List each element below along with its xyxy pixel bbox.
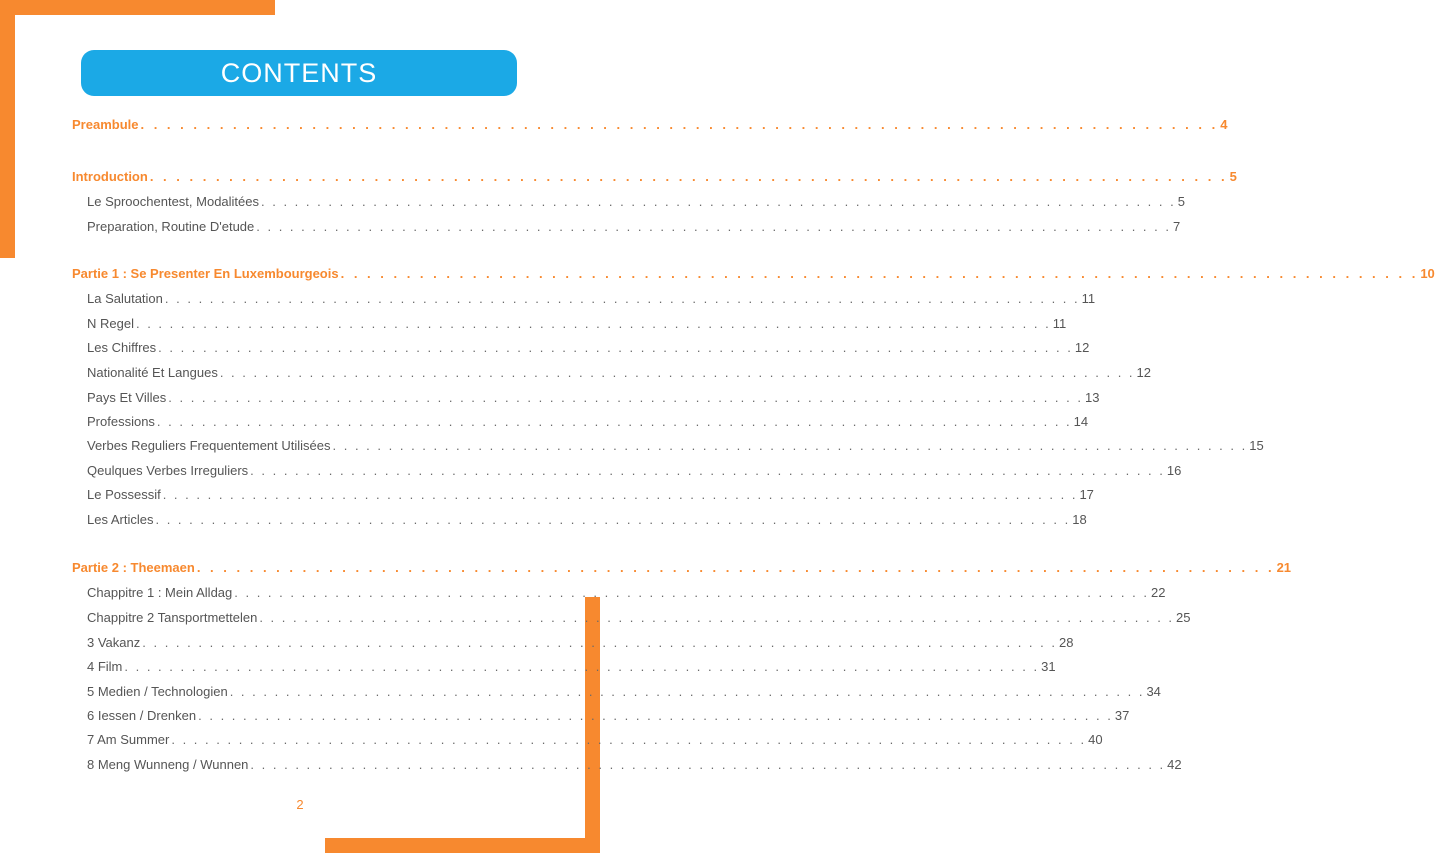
toc-page-number: 34 [1146,684,1161,699]
toc-leader-dots: . . . . . . . . . . . . . . . . . . . . . . . . . . . . . . . . . . . . . . . . . . . . . . . . . . . . . . . . . . . . . . . . . . . . . . . . . . . . . . . . . . [332,438,1248,453]
toc-leader-dots: . . . . . . . . . . . . . . . . . . . . . . . . . . . . . . . . . . . . . . . . . . . . . . . . . . . . . . . . . . . . . . . . . . . . . . . . . . . . . . . . . . [256,219,1171,234]
toc-leader-dots: . . . . . . . . . . . . . . . . . . . . . . . . . . . . . . . . . . . . . . . . . . . . . . . . . . . . . . . . . . . . . . . . . . . . . . . . . . . . . . . . . . [135,316,1051,331]
toc-section-row[interactable] [72,560,1292,580]
toc-entry-row[interactable] [72,659,1056,679]
toc-entry-row[interactable] [72,438,1264,458]
toc-label: Professions [87,414,155,429]
toc-label: Chappitre 2 Tansportmettelen [87,610,258,625]
toc-entry-row[interactable] [72,291,1096,311]
toc-entry-row[interactable] [72,194,1185,214]
toc-section-row[interactable] [72,266,1435,286]
toc-label: Partie 2 : Theemaen [72,560,195,575]
toc-page-number: 42 [1167,757,1182,772]
toc-label: Preambule [72,117,139,132]
toc-page-number: 5 [1229,169,1237,184]
toc-label: Nationalité Et Langues [87,365,218,380]
toc-page-number: 14 [1073,414,1089,429]
page-number: 2 [296,797,304,812]
toc-entry-row[interactable] [72,365,1152,385]
page-title: CONTENTS [220,57,378,88]
toc-label: Introduction [72,169,148,184]
toc-entry-row[interactable] [72,487,1094,507]
toc-page-number: 28 [1058,635,1074,650]
toc-page-number: 25 [1176,610,1191,625]
toc-leader-dots: . . . . . . . . . . . . . . . . . . . . . . . . . . . . . . . . . . . . . . . . . . . . . . . . . . . . . . . . . . . . . . . . . . . . . . . . . . . . . . . . . . [124,659,1040,674]
toc-label: Les Articles [87,512,154,527]
toc-page-number: 18 [1072,512,1087,527]
toc-leader-dots: . . . . . . . . . . . . . . . . . . . . . . . . . . . . . . . . . . . . . . . . . . . . . . . . . . . . . . . . . . . . . . . . . . . . . . . . . . . . . . . . . . [149,169,1228,184]
toc-label: 8 Meng Wunneng / Wunnen [87,757,249,772]
toc-page-number: 5 [1177,194,1185,209]
toc-label: N Regel [87,316,134,331]
toc-leader-dots: . . . . . . . . . . . . . . . . . . . . . . . . . . . . . . . . . . . . . . . . . . . . . . . . . . . . . . . . . . . . . . . . . . . . . . . . . . . . . . . . . . [198,708,1113,723]
toc-page-number: 12 [1136,365,1152,380]
corner-bar-bottom-right-horizontal [325,838,600,853]
toc-entry-row[interactable] [72,585,1166,605]
toc-leader-dots: . . . . . . . . . . . . . . . . . . . . . . . . . . . . . . . . . . . . . . . . . . . . . . . . . . . . . . . . . . . . . . . . . . . . . . . . . . . . . . . . . . [340,266,1419,281]
toc-label: La Salutation [87,291,163,306]
toc-page-number: 11 [1052,316,1067,331]
toc-page-number: 21 [1276,560,1292,575]
corner-bar-top-left-vertical [0,0,15,258]
toc-page-number: 13 [1084,390,1100,405]
toc-section-row[interactable] [72,117,1228,137]
toc-entry-row[interactable] [72,219,1181,239]
toc-page-number: 16 [1166,463,1182,478]
toc-label: 6 Iessen / Drenken [87,708,197,723]
toc-label: Le Sproochentest, Modalitées [87,194,259,209]
toc-section-row[interactable] [72,169,1237,189]
toc-entry-row[interactable] [72,684,1161,704]
toc-leader-dots: . . . . . . . . . . . . . . . . . . . . . . . . . . . . . . . . . . . . . . . . . . . . . . . . . . . . . . . . . . . . . . . . . . . . . . . . . . . . . . . . . . [250,757,1166,772]
toc-label: 4 Film [87,659,123,674]
toc-entry-row[interactable] [72,732,1103,752]
toc-leader-dots: . . . . . . . . . . . . . . . . . . . . . . . . . . . . . . . . . . . . . . . . . . . . . . . . . . . . . . . . . . . . . . . . . . . . . . . . . . . . . . . . . . [158,340,1073,355]
toc-label: Pays Et Villes [87,390,167,405]
toc-leader-dots: . . . . . . . . . . . . . . . . . . . . . . . . . . . . . . . . . . . . . . . . . . . . . . . . . . . . . . . . . . . . . . . . . . . . . . . . . . . . . . . . . . [168,390,1083,405]
toc-page-number: 17 [1079,487,1094,502]
toc-entry-row[interactable] [72,757,1182,777]
toc-label: Qeulques Verbes Irreguliers [87,463,249,478]
corner-bar-top-left-horizontal [0,0,275,15]
toc-page-number: 15 [1249,438,1264,453]
toc-leader-dots: . . . . . . . . . . . . . . . . . . . . . . . . . . . . . . . . . . . . . . . . . . . . . . . . . . . . . . . . . . . . . . . . . . . . . . . . . . . . . . . . . . [261,194,1176,209]
toc-page-number: 11 [1081,291,1096,306]
toc-page-number: 31 [1041,659,1056,674]
toc-leader-dots: . . . . . . . . . . . . . . . . . . . . . . . . . . . . . . . . . . . . . . . . . . . . . . . . . . . . . . . . . . . . . . . . . . . . . . . . . . . . . . . . . . [259,610,1175,625]
toc-entry-row[interactable] [72,635,1074,655]
toc-leader-dots: . . . . . . . . . . . . . . . . . . . . . . . . . . . . . . . . . . . . . . . . . . . . . . . . . . . . . . . . . . . . . . . . . . . . . . . . . . . . . . . . . . [164,291,1080,306]
toc-leader-dots: . . . . . . . . . . . . . . . . . . . . . . . . . . . . . . . . . . . . . . . . . . . . . . . . . . . . . . . . . . . . . . . . . . . . . . . . . . . . . . . . . . [196,560,1275,575]
toc-leader-dots: . . . . . . . . . . . . . . . . . . . . . . . . . . . . . . . . . . . . . . . . . . . . . . . . . . . . . . . . . . . . . . . . . . . . . . . . . . . . . . . . . . [156,414,1072,429]
toc-label: 7 Am Summer [87,732,170,747]
toc-label: Le Possessif [87,487,161,502]
toc-label: Chappitre 1 : Mein Alldag [87,585,233,600]
toc-page-number: 10 [1420,266,1435,281]
toc-entry-row[interactable] [72,463,1182,483]
toc-entry-row[interactable] [72,316,1067,336]
toc-entry-row[interactable] [72,512,1087,532]
toc-leader-dots: . . . . . . . . . . . . . . . . . . . . . . . . . . . . . . . . . . . . . . . . . . . . . . . . . . . . . . . . . . . . . . . . . . . . . . . . . . . . . . . . . . [250,463,1165,478]
toc-page-number: 40 [1088,732,1103,747]
toc-page-number: 4 [1220,117,1228,132]
toc-leader-dots: . . . . . . . . . . . . . . . . . . . . . . . . . . . . . . . . . . . . . . . . . . . . . . . . . . . . . . . . . . . . . . . . . . . . . . . . . . . . . . . . . . [171,732,1087,747]
toc-entry-row[interactable] [72,414,1089,434]
toc-label: 3 Vakanz [87,635,141,650]
toc-leader-dots: . . . . . . . . . . . . . . . . . . . . . . . . . . . . . . . . . . . . . . . . . . . . . . . . . . . . . . . . . . . . . . . . . . . . . . . . . . . . . . . . . . [162,487,1078,502]
toc-page-number: 22 [1151,585,1166,600]
toc-entry-row[interactable] [72,708,1130,728]
toc-page-number: 12 [1074,340,1090,355]
toc-leader-dots: . . . . . . . . . . . . . . . . . . . . . . . . . . . . . . . . . . . . . . . . . . . . . . . . . . . . . . . . . . . . . . . . . . . . . . . . . . . . . . . . . . [219,365,1135,380]
toc-leader-dots: . . . . . . . . . . . . . . . . . . . . . . . . . . . . . . . . . . . . . . . . . . . . . . . . . . . . . . . . . . . . . . . . . . . . . . . . . . . . . . . . . . [140,117,1219,132]
toc-leader-dots: . . . . . . . . . . . . . . . . . . . . . . . . . . . . . . . . . . . . . . . . . . . . . . . . . . . . . . . . . . . . . . . . . . . . . . . . . . . . . . . . . . [142,635,1057,650]
toc-leader-dots: . . . . . . . . . . . . . . . . . . . . . . . . . . . . . . . . . . . . . . . . . . . . . . . . . . . . . . . . . . . . . . . . . . . . . . . . . . . . . . . . . . [234,585,1149,600]
toc-entry-row[interactable] [72,610,1191,630]
toc-label: Les Chiffres [87,340,157,355]
toc-label: 5 Medien / Technologien [87,684,228,699]
toc-label: Verbes Reguliers Frequentement Utilisées [87,438,331,453]
contents-title-banner [81,50,517,96]
toc-page-number: 37 [1114,708,1130,723]
toc-label: Partie 1 : Se Presenter En Luxembourgeois [72,266,339,281]
toc-page-number: 7 [1173,219,1181,234]
toc-entry-row[interactable] [72,340,1090,360]
toc-leader-dots: . . . . . . . . . . . . . . . . . . . . . . . . . . . . . . . . . . . . . . . . . . . . . . . . . . . . . . . . . . . . . . . . . . . . . . . . . . . . . . . . . . [155,512,1071,527]
toc-entry-row[interactable] [72,390,1100,410]
toc-leader-dots: . . . . . . . . . . . . . . . . . . . . . . . . . . . . . . . . . . . . . . . . . . . . . . . . . . . . . . . . . . . . . . . . . . . . . . . . . . . . . . . . . . [229,684,1145,699]
toc-label: Preparation, Routine D'etude [87,219,255,234]
